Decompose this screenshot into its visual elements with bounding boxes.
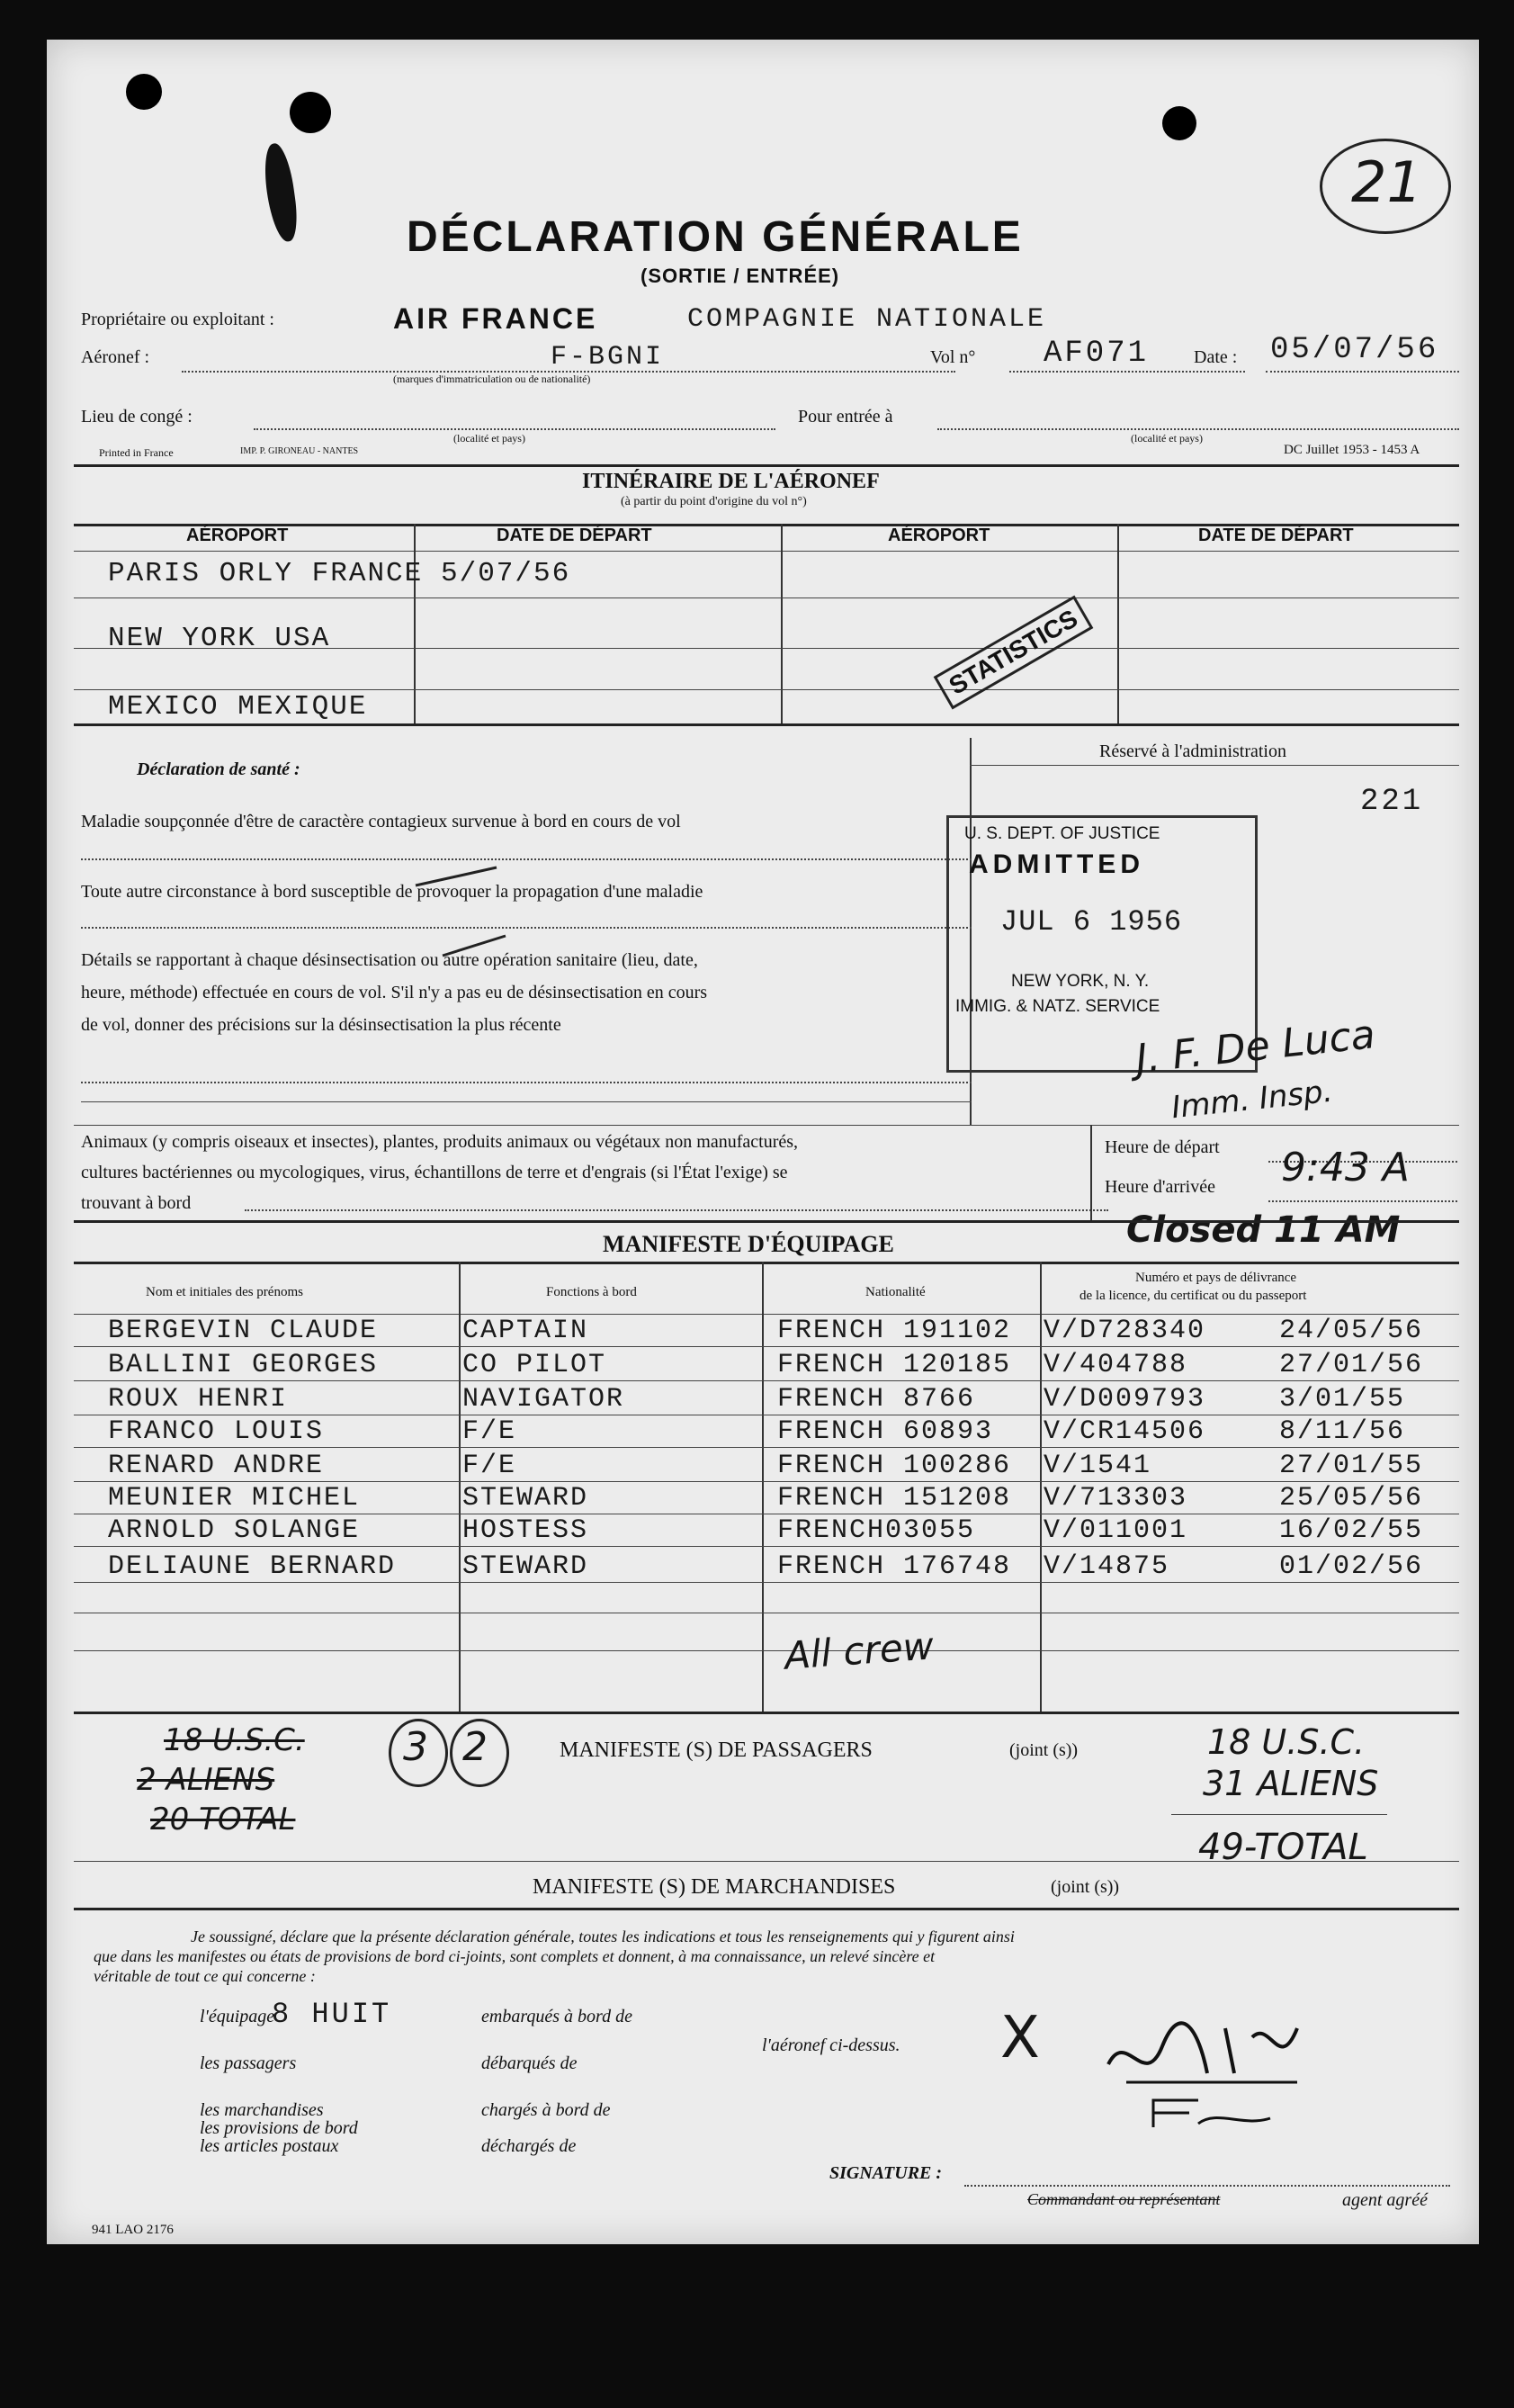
animals-line-3: trouvant à bord — [81, 1193, 192, 1213]
declaration-text-2: que dans les manifestes ou états de provisions de bord ci-joints, sont complets et donnent, à ma connaissance, un relevé sincère et — [94, 1947, 936, 1965]
crew-function: F/E — [462, 1416, 517, 1447]
aircraft-registration: F-BGNI — [551, 342, 665, 373]
crew-license-date: 25/05/56 — [1279, 1483, 1424, 1514]
crew-name: BERGEVIN CLAUDE — [108, 1316, 379, 1346]
crew-col-function: Fonctions à bord — [546, 1285, 637, 1299]
crew-nationality: FRENCH03055 — [777, 1515, 976, 1546]
flight-number: AF071 — [1044, 337, 1150, 371]
signature-label: SIGNATURE : — [829, 2163, 943, 2183]
cargo-joint: (joint (s)) — [1051, 1877, 1120, 1897]
animals-line-2: cultures bactériennes ou mycologiques, virus, échantillons de terre et d'engrais (si l'État l'exige) se — [81, 1163, 788, 1182]
inspector-signature: J. F. De Luca — [1133, 1011, 1377, 1083]
agent-label: agent agréé — [1342, 2190, 1428, 2210]
arrival-time-label: Heure d'arrivée — [1105, 1177, 1215, 1197]
crew-nationality: FRENCH 191102 — [777, 1316, 1012, 1346]
stamp-city: NEW YORK, N. Y. — [1011, 972, 1150, 991]
crew-license-date: 8/11/56 — [1279, 1416, 1406, 1447]
itinerary-subtitle: (à partir du point d'origine du vol n°) — [621, 495, 807, 508]
itinerary-airport-2: NEW YORK USA — [108, 623, 331, 654]
crew-col-license-2: de la licence, du certificat ou du passeport — [1080, 1289, 1307, 1303]
crew-name: ROUX HENRI — [108, 1384, 289, 1415]
declaration-form — [47, 40, 1479, 2244]
passengers-aliens: 31 ALIENS — [1203, 1764, 1379, 1803]
crew-function: HOSTESS — [462, 1515, 589, 1546]
crew-function: CO PILOT — [462, 1350, 607, 1380]
stamp-admitted: ADMITTED — [969, 849, 1144, 879]
entry-label: Pour entrée à — [798, 407, 893, 427]
owner-value: AIR FRANCE — [393, 302, 598, 335]
crew-license: V/011001 — [1044, 1515, 1188, 1546]
crew-nationality: FRENCH 100286 — [777, 1451, 1012, 1481]
declaration-text-1: Je soussigné, déclare que la présente déclaration générale, toutes les indications et tous les renseignements qui y figurent ainsi — [191, 1927, 1015, 1945]
loaded-label: chargés à bord de — [481, 2100, 611, 2120]
health-item-2: Toute autre circonstance à bord susceptible de provoquer la propagation d'une maladie — [81, 882, 703, 902]
health-dash-marks — [407, 849, 533, 975]
crew-nationality: FRENCH 60893 — [777, 1416, 994, 1447]
crew-nationality: FRENCH 8766 — [777, 1384, 976, 1415]
punch-hole-right — [1162, 106, 1196, 140]
entry-note: (localité et pays) — [1131, 432, 1203, 445]
crew-function: CAPTAIN — [462, 1316, 589, 1346]
stamp-date: JUL 6 1956 — [1000, 905, 1183, 939]
aircraft-label: Aéronef : — [81, 347, 150, 367]
page-title: DÉCLARATION GÉNÉRALE — [407, 213, 1024, 261]
crew-name: ARNOLD SOLANGE — [108, 1515, 361, 1546]
ink-stain — [260, 141, 300, 243]
crew-nationality: FRENCH 151208 — [777, 1483, 1012, 1514]
form-code: 941 LAO 2176 — [92, 2223, 174, 2237]
cargo-label: MANIFESTE (S) DE MARCHANDISES — [533, 1875, 896, 1899]
page-number: 21 — [1351, 149, 1422, 215]
crew-col-license-1: Numéro et pays de délivrance — [1135, 1271, 1297, 1285]
struck-aliens: 2 ALIENS — [137, 1762, 275, 1798]
declaration-text-3: véritable de tout ce qui concerne : — [94, 1967, 316, 1985]
crew-col-nationality: Nationalité — [865, 1285, 926, 1299]
crew-title: MANIFESTE D'ÉQUIPAGE — [603, 1231, 894, 1257]
crew-name: MEUNIER MICHEL — [108, 1483, 361, 1514]
embarked-label: embarqués à bord de — [481, 2007, 632, 2026]
aircraft-ref: l'aéronef ci-dessus. — [762, 2035, 900, 2055]
all-crew-note: All crew — [783, 1623, 936, 1678]
admin-number: 221 — [1360, 785, 1424, 819]
crew-license: V/404788 — [1044, 1350, 1188, 1380]
form-reference: DC Juillet 1953 - 1453 A — [1284, 443, 1420, 457]
crew-function: NAVIGATOR — [462, 1384, 625, 1415]
printer-note-2: IMP. P. GIRONEAU - NANTES — [240, 446, 359, 456]
departure-time-label: Heure de départ — [1105, 1137, 1220, 1157]
itinerary-col-airport-1: AÉROPORT — [186, 526, 289, 545]
signature-x: X — [1000, 2005, 1040, 2071]
passengers-total: 49-TOTAL — [1198, 1827, 1368, 1868]
crew-license-date: 01/02/56 — [1279, 1551, 1424, 1582]
crew-license-date: 16/02/55 — [1279, 1515, 1424, 1546]
crew-license: V/CR14506 — [1044, 1416, 1206, 1447]
printer-note: Printed in France — [99, 446, 174, 459]
struck-total: 20 TOTAL — [150, 1802, 296, 1837]
crew-name: DELIAUNE BERNARD — [108, 1551, 397, 1582]
passengers-usc: 18 U.S.C. — [1207, 1722, 1366, 1762]
passengers-joint: (joint (s)) — [1009, 1740, 1079, 1760]
closed-note: Closed 11 AM — [1126, 1209, 1401, 1251]
itinerary-col-date-1: DATE DE DÉPART — [497, 526, 652, 545]
crew-license-date: 24/05/56 — [1279, 1316, 1424, 1346]
health-item-1: Maladie soupçonnée d'être de caractère contagieux survenue à bord en cours de vol — [81, 812, 681, 831]
disembarked-label: débarqués de — [481, 2053, 578, 2073]
flight-label: Vol n° — [930, 347, 976, 367]
itinerary-date-1: 5/07/56 — [441, 558, 571, 589]
crew-function: STEWARD — [462, 1483, 589, 1514]
crew-name: FRANCO LOUIS — [108, 1416, 325, 1447]
date-value: 05/07/56 — [1270, 333, 1439, 367]
crew-count-value: 8 HUIT — [272, 1998, 392, 2031]
inspector-title: Imm. Insp. — [1169, 1073, 1335, 1127]
crew-function: STEWARD — [462, 1551, 589, 1582]
animals-line-1: Animaux (y compris oiseaux et insectes), plantes, produits animaux ou végétaux non manufacturés, — [81, 1132, 799, 1152]
itinerary-airport-1: PARIS ORLY FRANCE — [108, 558, 424, 589]
crew-license: V/D728340 — [1044, 1316, 1206, 1346]
passengers-row-label: les passagers — [200, 2053, 297, 2073]
crew-license-date: 3/01/55 — [1279, 1384, 1406, 1415]
arrival-time-value: 9:43 A — [1281, 1145, 1410, 1191]
health-item-3c: de vol, donner des précisions sur la désinsectisation la plus récente — [81, 1015, 561, 1035]
owner-value-2: COMPAGNIE NATIONALE — [687, 304, 1047, 335]
aircraft-note: (marques d'immatriculation ou de nationalité) — [393, 373, 591, 385]
crew-nationality: FRENCH 120185 — [777, 1350, 1012, 1380]
passengers-label: MANIFESTE (S) DE PASSAGERS — [560, 1739, 873, 1762]
crew-license: V/D009793 — [1044, 1384, 1206, 1415]
unloaded-label: déchargés de — [481, 2136, 577, 2156]
statistics-stamp: STATISTICS — [934, 596, 1094, 710]
crew-license-date: 27/01/56 — [1279, 1350, 1424, 1380]
owner-label: Propriétaire ou exploitant : — [81, 310, 274, 329]
punch-hole-mid — [290, 92, 331, 133]
itinerary-col-date-2: DATE DE DÉPART — [1198, 526, 1354, 545]
itinerary-airport-3: MEXICO MEXIQUE — [108, 691, 368, 723]
stamp-service: IMMIG. & NATZ. SERVICE — [955, 997, 1160, 1016]
itinerary-col-airport-2: AÉROPORT — [888, 526, 990, 545]
health-item-3b: heure, méthode) effectuée en cours de vol. S'il n'y a pas eu de désinsectisation en cours — [81, 983, 708, 1002]
struck-usc: 18 U.S.C. — [164, 1722, 305, 1758]
crew-license: V/1541 — [1044, 1451, 1152, 1481]
postal-row-label: les articles postaux — [200, 2136, 339, 2156]
itinerary-title: ITINÉRAIRE DE L'AÉRONEF — [582, 470, 880, 493]
page-subtitle: (SORTIE / ENTRÉE) — [641, 265, 840, 287]
crew-col-name: Nom et initiales des prénoms — [146, 1285, 303, 1299]
crew-license: V/713303 — [1044, 1483, 1188, 1514]
punch-hole-left — [126, 74, 162, 110]
health-title: Déclaration de santé : — [137, 759, 300, 779]
clearance-label: Lieu de congé : — [81, 407, 193, 427]
captain-signature — [1090, 1992, 1324, 2136]
goods-row-label: les marchandises — [200, 2100, 324, 2120]
crew-function: F/E — [462, 1451, 517, 1481]
health-item-3a: Détails se rapportant à chaque désinsectisation ou autre opération sanitaire (lieu, date, — [81, 950, 698, 970]
crew-name: RENARD ANDRE — [108, 1451, 325, 1481]
circled-number-3: 3 — [403, 1724, 428, 1770]
stamp-dept: U. S. DEPT. OF JUSTICE — [964, 824, 1160, 843]
circled-number-2: 2 — [462, 1724, 488, 1770]
agent-struck: Commandant ou représentant — [1027, 2190, 1221, 2208]
provisions-row-label: les provisions de bord — [200, 2118, 358, 2138]
admin-title: Réservé à l'administration — [1099, 741, 1286, 761]
crew-license-date: 27/01/55 — [1279, 1451, 1424, 1481]
crew-count-label: l'équipage — [200, 2007, 275, 2026]
clearance-note: (localité et pays) — [453, 432, 525, 445]
crew-nationality: FRENCH 176748 — [777, 1551, 1012, 1582]
date-label: Date : — [1194, 347, 1238, 367]
crew-name: BALLINI GEORGES — [108, 1350, 379, 1380]
crew-license: V/14875 — [1044, 1551, 1170, 1582]
